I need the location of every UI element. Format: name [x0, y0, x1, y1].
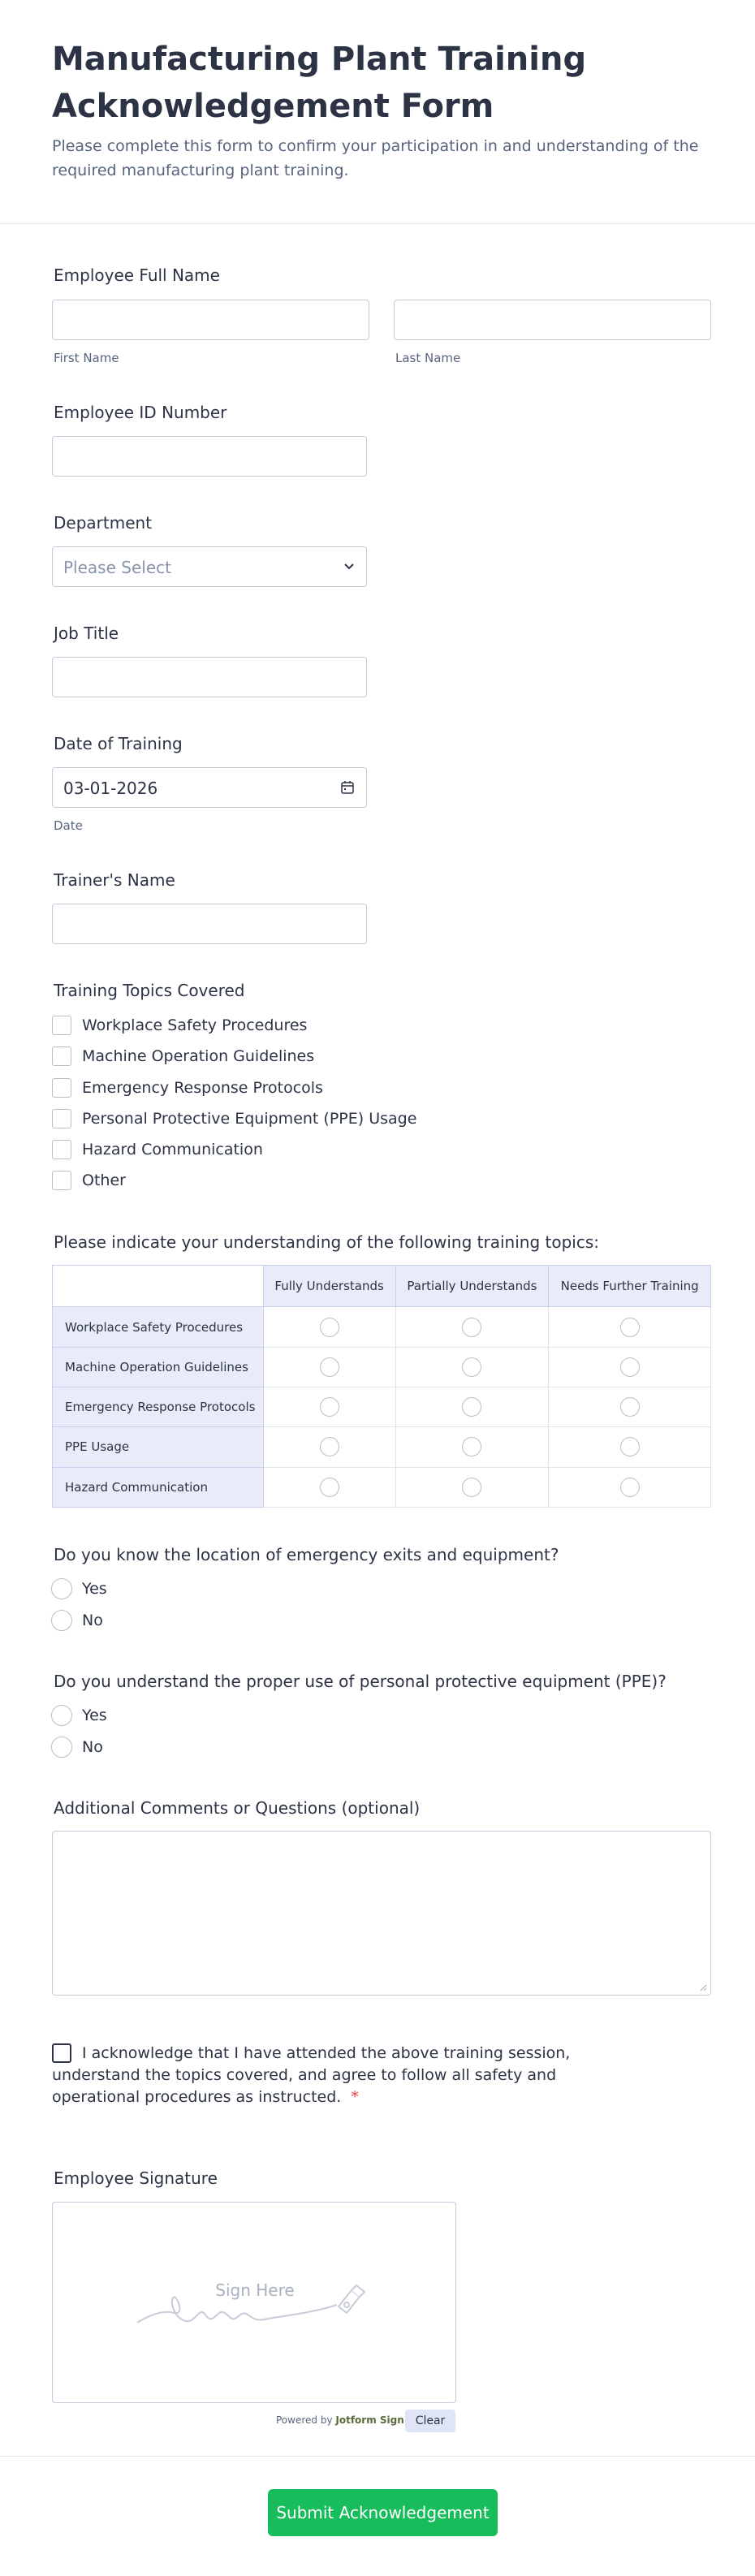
ppe-yes-label: Yes — [82, 1707, 107, 1724]
matrix-radio[interactable] — [462, 1397, 481, 1417]
matrix-radio[interactable] — [320, 1437, 339, 1456]
matrix-radio[interactable] — [462, 1478, 481, 1497]
topic-checkbox-safety[interactable] — [52, 1016, 71, 1035]
comments-label: Additional Comments or Questions (optional) — [54, 1798, 421, 1818]
last-name-sublabel: Last Name — [395, 351, 461, 365]
topic-option-label: Hazard Communication — [82, 1141, 263, 1159]
powered-by — [276, 2414, 404, 2426]
matrix-radio[interactable] — [620, 1478, 640, 1497]
employee-id-label: Employee ID Number — [54, 403, 227, 422]
matrix-radio[interactable] — [320, 1318, 339, 1337]
topics-label: Training Topics Covered — [54, 981, 245, 1000]
matrix-col-header: Fully Understands — [263, 1266, 395, 1307]
topic-option-label: Personal Protective Equipment (PPE) Usage — [82, 1110, 417, 1128]
calendar-icon[interactable] — [340, 780, 355, 795]
topic-option-label: Machine Operation Guidelines — [82, 1047, 315, 1065]
emergency-question-label: Do you know the location of emergency exits and equipment? — [54, 1545, 559, 1564]
matrix-radio[interactable] — [320, 1478, 339, 1497]
matrix-radio[interactable] — [320, 1397, 339, 1417]
job-title-input[interactable] — [52, 657, 367, 697]
matrix-radio[interactable] — [620, 1357, 640, 1377]
resize-handle-icon[interactable] — [699, 1983, 707, 1991]
acknowledge-line3 — [52, 2086, 359, 2108]
acknowledge-line2: understand the topics covered, and agree to follow all safety and — [52, 2066, 557, 2084]
submit-button[interactable]: Submit Acknowledgement — [268, 2489, 498, 2536]
matrix-radio[interactable] — [620, 1318, 640, 1337]
date-value: 03-01-2026 — [63, 779, 158, 798]
clear-signature-button[interactable]: Clear — [405, 2410, 455, 2432]
matrix-col-header: Partially Understands — [395, 1266, 549, 1307]
emergency-no-radio[interactable] — [51, 1610, 72, 1631]
acknowledge-checkbox[interactable] — [52, 2043, 71, 2063]
signature-pad[interactable] — [52, 2202, 456, 2403]
topic-option-label: Emergency Response Protocols — [82, 1079, 323, 1097]
topic-option-label: Other — [82, 1171, 126, 1189]
page-subtitle: Please complete this form to confirm your participation in and understanding of the required manufacturing plant training. — [52, 137, 699, 179]
trainer-input[interactable] — [52, 904, 367, 944]
matrix-corner — [53, 1266, 264, 1307]
emergency-yes-label: Yes — [82, 1580, 107, 1598]
matrix-row-label: PPE Usage — [53, 1427, 264, 1467]
powered-prefix: Powered by — [276, 2414, 333, 2426]
topic-checkbox-hazard[interactable] — [52, 1140, 71, 1159]
matrix-row-label: Workplace Safety Procedures — [53, 1307, 264, 1347]
department-select[interactable] — [52, 546, 367, 587]
matrix-col-header: Needs Further Training — [549, 1266, 711, 1307]
topic-checkbox-ppe[interactable] — [52, 1109, 71, 1128]
date-label: Date of Training — [54, 734, 183, 753]
signature-placeholder: Sign Here — [215, 2280, 295, 2300]
topic-checkbox-machine[interactable] — [52, 1046, 71, 1066]
matrix-radio[interactable] — [320, 1357, 339, 1377]
matrix-radio[interactable] — [462, 1357, 481, 1377]
trainer-label: Trainer's Name — [54, 870, 175, 890]
matrix-radio[interactable] — [462, 1318, 481, 1337]
department-label: Department — [54, 513, 153, 533]
matrix-radio[interactable] — [462, 1437, 481, 1456]
date-sublabel: Date — [54, 818, 83, 833]
signature-label: Employee Signature — [54, 2168, 218, 2188]
topic-checkbox-other[interactable] — [52, 1171, 71, 1190]
required-mark: * — [351, 2088, 359, 2106]
emergency-no-label: No — [82, 1612, 103, 1629]
page-title: Manufacturing Plant Training Acknowledgement Form — [52, 41, 587, 125]
ppe-no-radio[interactable] — [51, 1737, 72, 1758]
ppe-yes-radio[interactable] — [51, 1705, 72, 1726]
topic-option-label: Workplace Safety Procedures — [82, 1016, 308, 1034]
chevron-down-icon — [343, 563, 355, 571]
footer-divider — [0, 2456, 755, 2457]
matrix-row-label: Hazard Communication — [53, 1467, 264, 1507]
powered-brand: Jotform Sign — [335, 2414, 404, 2426]
ppe-question-label: Do you understand the proper use of personal protective equipment (PPE)? — [54, 1672, 667, 1691]
ppe-no-label: No — [82, 1738, 103, 1756]
last-name-input[interactable] — [394, 300, 711, 340]
matrix-radio[interactable] — [620, 1397, 640, 1417]
department-placeholder: Please Select — [63, 558, 171, 577]
matrix-label: Please indicate your understanding of the following training topics: — [54, 1232, 599, 1252]
acknowledge-line3-text: operational procedures as instructed. — [52, 2088, 342, 2106]
employee-id-input[interactable] — [52, 436, 367, 477]
full-name-label: Employee Full Name — [54, 265, 220, 285]
matrix-radio[interactable] — [620, 1437, 640, 1456]
header-divider — [0, 223, 755, 224]
understanding-matrix — [52, 1265, 711, 1508]
emergency-yes-radio[interactable] — [51, 1578, 72, 1599]
job-title-label: Job Title — [54, 624, 119, 643]
matrix-row-label: Machine Operation Guidelines — [53, 1347, 264, 1387]
date-input[interactable] — [52, 767, 367, 808]
comments-textarea[interactable] — [52, 1831, 711, 1996]
first-name-input[interactable] — [52, 300, 369, 340]
first-name-sublabel: First Name — [54, 351, 119, 365]
acknowledge-line1: I acknowledge that I have attended the above training session, — [82, 2044, 571, 2062]
topic-checkbox-emergency[interactable] — [52, 1078, 71, 1098]
matrix-row-label: Emergency Response Protocols — [53, 1387, 264, 1427]
